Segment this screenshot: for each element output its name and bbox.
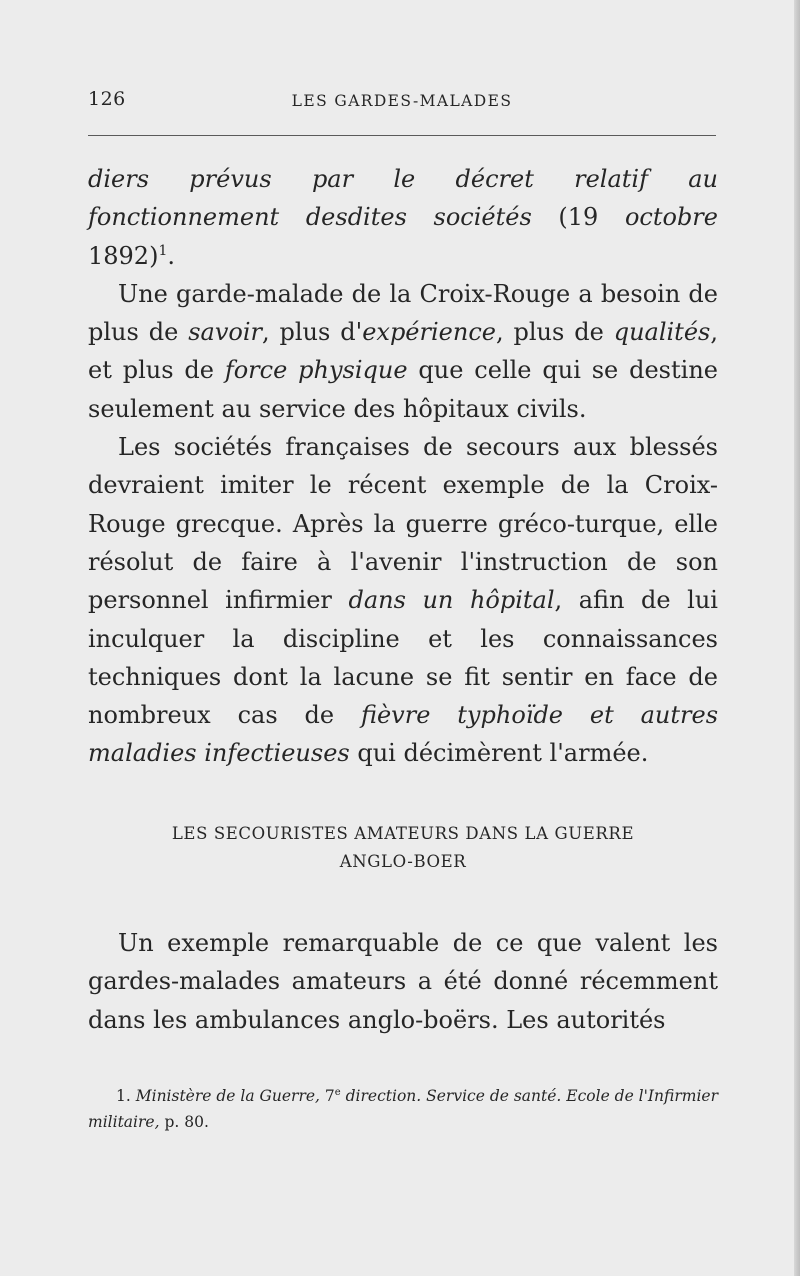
page-header bbox=[88, 88, 716, 118]
footnote: 1. Ministère de la Guerre, 7e direction. Service de santé. Ecole de l'Infirmier militaire, p. 80. bbox=[88, 1087, 718, 1132]
footnote-reference: 1 bbox=[158, 242, 168, 259]
body-text-lower bbox=[88, 924, 718, 1039]
paragraph: Une garde-malade de la Croix-Rouge a besoin de plus de savoir, plus d'expérience, plus de qualités, et plus de force physique que celle qui se destine seulement au service des hôpitaux civils. bbox=[88, 279, 718, 423]
section-heading-line: LES SECOURISTES AMATEURS DANS LA GUERRE bbox=[171, 824, 635, 843]
running-head: LES GARDES-MALADES bbox=[291, 92, 513, 110]
header-rule bbox=[88, 135, 716, 136]
paragraph: Un exemple remarquable de ce que valent les gardes-malades amateurs a été donné récemment dans les ambulances anglo-boërs. Les autorités bbox=[88, 929, 718, 1034]
paragraph: Les sociétés françaises de secours aux blessés devraient imiter le récent exemple de la Croix-Rouge grecque. Après la guerre gréco-turque, elle résolut de faire à l'avenir l'instruction de son personnel infirmier dans un hôpital, afin de lui inculquer la discipline et les connaissances techniques dont la lacune se fit sentir en face de nombreux cas de fièvre typhoïde et autres maladies infectieuses qui décimèrent l'armée. bbox=[88, 433, 719, 768]
section-heading-line: ANGLO-BOER bbox=[339, 852, 467, 871]
page-edge-shadow bbox=[794, 0, 800, 1276]
footnote-number: 1. bbox=[116, 1087, 131, 1106]
section-heading bbox=[88, 820, 718, 876]
body-text-upper bbox=[88, 160, 718, 773]
paragraph-continuation: diers prévus par le décret relatif au fonctionnement desdites sociétés (19 octobre 1892)$^1$. bbox=[88, 165, 718, 270]
page-number: 126 bbox=[88, 88, 126, 110]
